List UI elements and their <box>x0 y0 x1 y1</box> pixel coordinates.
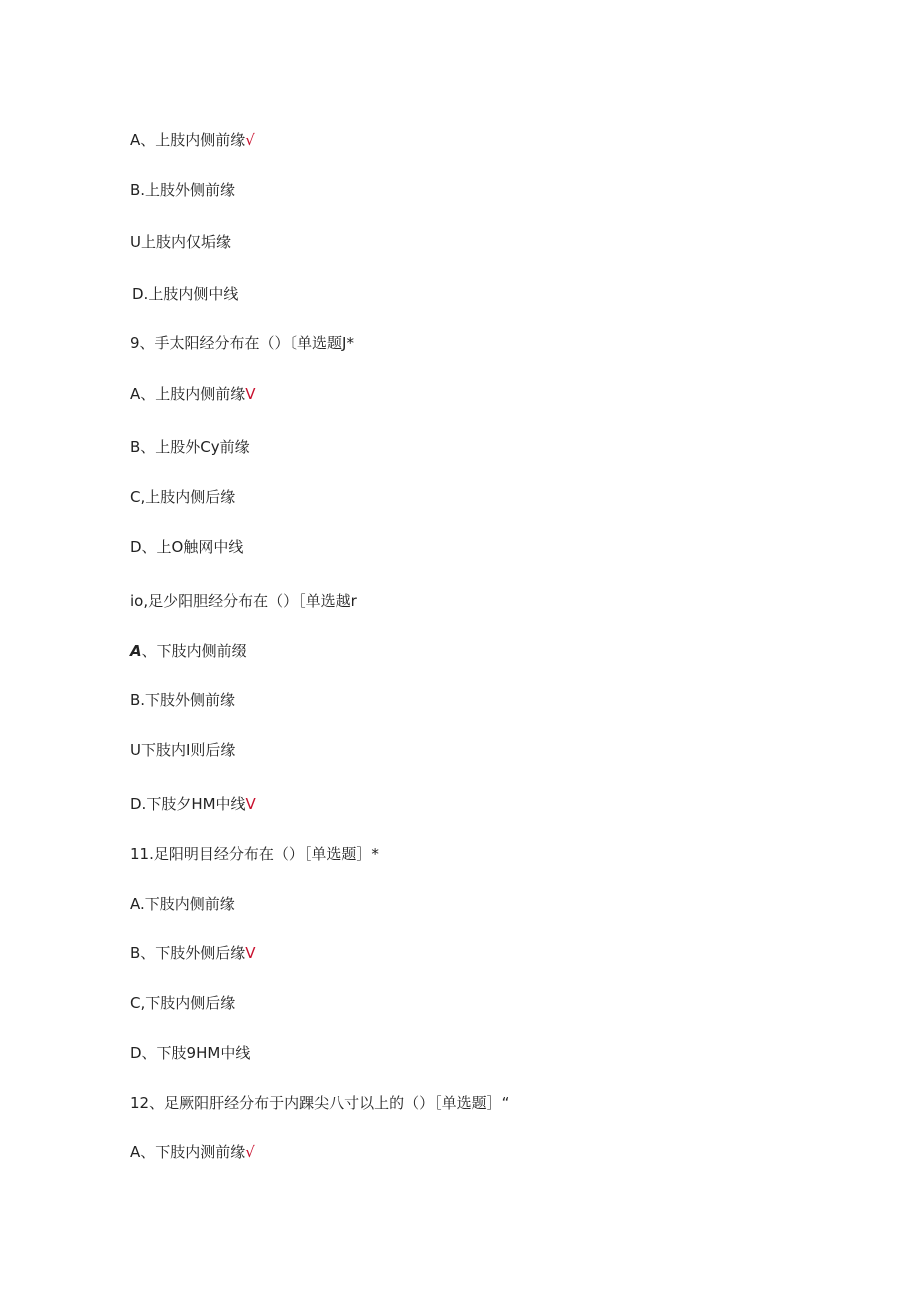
option-line <box>130 180 235 200</box>
option-text: B.下肢外侧前缘 <box>130 691 236 709</box>
option-line <box>130 232 231 252</box>
option-line <box>130 894 235 914</box>
option-text: D.上肢内侧中线 <box>132 285 239 303</box>
option-line <box>130 794 256 814</box>
option-text: C,上肢内侧后缘 <box>130 488 236 506</box>
option-line <box>130 537 243 557</box>
correct-check-mark: √ <box>245 131 255 149</box>
question-text: 9、手太阳经分布在（）〔单选题J* <box>130 334 354 352</box>
correct-check-mark: V <box>245 944 256 962</box>
question-text: 12、足厥阳肝经分布于内踝尖八寸以上的（）［单选题］“ <box>130 1094 510 1112</box>
question-text: 11.足阳明目经分布在（）［单选题］* <box>130 845 379 863</box>
option-text: B、下肢外侧后缘 <box>130 944 246 962</box>
option-line <box>132 284 238 304</box>
question-line <box>130 333 354 353</box>
option-line <box>130 740 235 760</box>
option-text: A、上肢内侧前缘 <box>130 385 246 403</box>
option-text: D、下肢9HM中线 <box>130 1044 251 1062</box>
option-line <box>130 437 250 457</box>
question-line <box>130 844 379 864</box>
option-text: B、上股外Cy前缘 <box>130 438 250 456</box>
question-line <box>130 1093 509 1113</box>
option-line <box>130 641 247 661</box>
option-line <box>130 384 256 404</box>
option-text: A、上肢内侧前缘 <box>130 131 246 149</box>
question-text: io,足少阳胆经分布在（）［单选越r <box>130 592 357 610</box>
option-text: U上肢内仅垢缘 <box>130 233 231 251</box>
correct-check-mark: √ <box>245 1143 255 1161</box>
option-line <box>130 487 235 507</box>
option-text: C,下肢内侧后缘 <box>130 994 236 1012</box>
correct-check-mark: V <box>245 795 256 813</box>
option-text: A、下肢内测前缘 <box>130 1143 246 1161</box>
question-line <box>130 591 357 611</box>
option-line <box>130 690 235 710</box>
option-text: D、上O触网中线 <box>130 538 244 556</box>
option-letter: A <box>130 642 142 660</box>
option-line <box>130 993 235 1013</box>
option-text: D.下肢夕HM中线 <box>130 795 246 813</box>
option-line <box>130 1043 250 1063</box>
option-line <box>130 130 255 150</box>
correct-check-mark: V <box>245 385 256 403</box>
option-text: U下肢内I则后缘 <box>130 741 236 759</box>
option-text: B.上肢外侧前缘 <box>130 181 236 199</box>
option-text: A.下肢内侧前缘 <box>130 895 235 913</box>
option-text: 、下肢内侧前缀 <box>141 642 247 660</box>
option-line <box>130 1142 255 1162</box>
option-line <box>130 943 256 963</box>
